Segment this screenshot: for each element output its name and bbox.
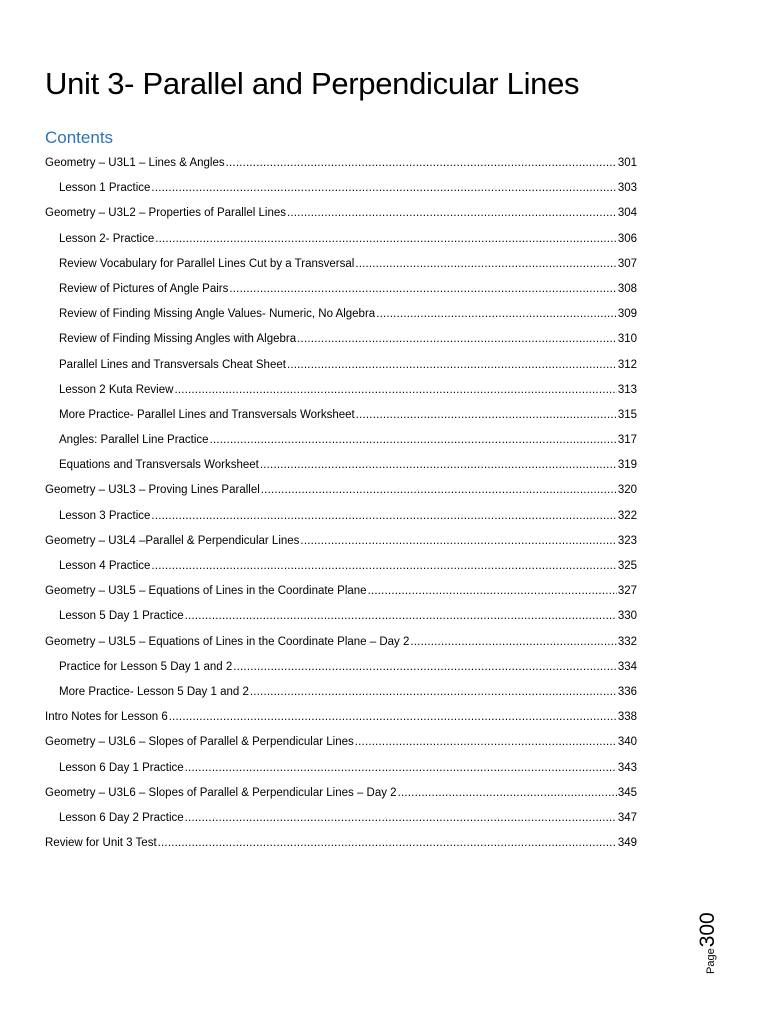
document-title: Unit 3- Parallel and Perpendicular Lines	[45, 66, 580, 101]
toc-dot-leader	[151, 179, 616, 197]
page-footer	[696, 912, 768, 974]
toc-entry-label[interactable]: Review of Finding Missing Angles with Algebra	[59, 333, 297, 346]
toc-entry[interactable]	[45, 481, 637, 506]
page-number: 300	[696, 912, 719, 948]
toc-entry-page[interactable]: 340	[617, 736, 637, 749]
toc-entry-label[interactable]: Geometry – U3L5 – Equations of Lines in the Coordinate Plane – Day 2	[45, 635, 410, 648]
toc-entry-page[interactable]: 309	[617, 308, 637, 321]
toc-dot-leader	[229, 280, 616, 298]
toc-entry-label[interactable]: Lesson 1 Practice	[59, 182, 151, 195]
toc-entry-label[interactable]: Review for Unit 3 Test	[45, 837, 157, 850]
toc-entry[interactable]	[45, 356, 637, 381]
toc-dot-leader	[355, 733, 617, 751]
page-label: Page	[705, 948, 717, 974]
toc-entry[interactable]	[45, 330, 637, 355]
toc-entry-page[interactable]: 319	[617, 459, 637, 472]
toc-dot-leader	[185, 759, 617, 777]
toc-entry-page[interactable]: 303	[617, 182, 637, 195]
toc-dot-leader	[261, 481, 617, 499]
toc-entry[interactable]	[45, 431, 637, 456]
toc-entry[interactable]	[45, 683, 637, 708]
toc-entry[interactable]	[45, 255, 637, 280]
toc-entry-label[interactable]: More Practice- Parallel Lines and Transversals Worksheet	[59, 408, 355, 421]
toc-entry-page[interactable]: 306	[617, 232, 637, 245]
toc-entry-page[interactable]: 301	[617, 157, 637, 169]
toc-entry[interactable]	[45, 582, 637, 607]
toc-entry[interactable]	[45, 154, 637, 179]
toc-entry-page[interactable]: 327	[617, 585, 637, 598]
toc-dot-leader	[398, 784, 617, 802]
toc-entry[interactable]	[45, 784, 637, 809]
toc-entry-page[interactable]: 323	[617, 534, 637, 547]
toc-dot-leader	[210, 431, 617, 449]
toc-entry-label[interactable]: Lesson 2 Kuta Review	[59, 383, 174, 396]
toc-entry-page[interactable]: 304	[617, 207, 637, 220]
toc-dot-leader	[185, 809, 617, 827]
toc-dot-leader	[158, 834, 617, 852]
toc-entry[interactable]	[45, 406, 637, 431]
toc-entry[interactable]	[45, 633, 637, 658]
toc-dot-leader	[174, 381, 616, 399]
toc-entry[interactable]	[45, 658, 637, 683]
toc-entry-page[interactable]: 315	[617, 408, 637, 421]
toc-entry-label[interactable]: Geometry – U3L5 – Equations of Lines in the Coordinate Plane	[45, 585, 367, 598]
toc-dot-leader	[233, 658, 617, 676]
toc-dot-leader	[410, 633, 616, 651]
toc-entry-label[interactable]: Lesson 3 Practice	[59, 509, 151, 522]
toc-entry-label[interactable]: Lesson 2- Practice	[59, 232, 155, 245]
toc-entry-label[interactable]: Geometry – U3L1 – Lines & Angles	[45, 157, 225, 169]
toc-entry-label[interactable]: Review Vocabulary for Parallel Lines Cut by a Transversal	[59, 257, 355, 270]
toc-entry-page[interactable]: 336	[617, 685, 637, 698]
toc-entry-label[interactable]: Practice for Lesson 5 Day 1 and 2	[59, 660, 233, 673]
toc-entry-page[interactable]: 332	[617, 635, 637, 648]
toc-entry-label[interactable]: Geometry – U3L6 – Slopes of Parallel & Perpendicular Lines – Day 2	[45, 786, 397, 799]
toc-entry[interactable]	[45, 607, 637, 632]
toc-entry-label[interactable]: Geometry – U3L4 –Parallel & Perpendicular Lines	[45, 534, 300, 547]
toc-entry[interactable]	[45, 179, 637, 204]
toc-entry-label[interactable]: Angles: Parallel Line Practice	[59, 434, 209, 447]
toc-entry-page[interactable]: 322	[617, 509, 637, 522]
toc-entry-page[interactable]: 313	[617, 383, 637, 396]
toc-entry[interactable]	[45, 809, 637, 834]
toc-entry-label[interactable]: Parallel Lines and Transversals Cheat Sheet	[59, 358, 286, 371]
toc-dot-leader	[287, 356, 617, 374]
toc-entry[interactable]	[45, 204, 637, 229]
toc-entry-page[interactable]: 338	[617, 711, 637, 724]
toc-dot-leader	[300, 532, 616, 550]
toc-entry[interactable]	[45, 532, 637, 557]
toc-entry[interactable]	[45, 280, 637, 305]
toc-entry-label[interactable]: Equations and Transversals Worksheet	[59, 459, 259, 472]
toc-dot-leader	[226, 154, 617, 172]
toc-dot-leader	[287, 204, 617, 222]
toc-dot-leader	[169, 708, 617, 726]
toc-entry-label[interactable]: Lesson 5 Day 1 Practice	[59, 610, 184, 623]
toc-entry-label[interactable]: Lesson 4 Practice	[59, 560, 151, 572]
toc-entry-page[interactable]: 330	[617, 610, 637, 623]
toc-entry-label[interactable]: More Practice- Lesson 5 Day 1 and 2	[59, 685, 249, 698]
toc-entry-page[interactable]: 310	[617, 333, 637, 346]
toc-entry-page[interactable]: 347	[617, 811, 637, 824]
toc-entry-label[interactable]: Lesson 6 Day 1 Practice	[59, 761, 184, 774]
toc-entry-label[interactable]: Review of Pictures of Angle Pairs	[59, 282, 229, 295]
toc-dot-leader	[185, 607, 617, 625]
toc-entry-label[interactable]: Geometry – U3L3 – Proving Lines Parallel	[45, 484, 260, 497]
toc-entry-page[interactable]: 308	[617, 282, 637, 295]
toc-entry-label[interactable]: Lesson 6 Day 2 Practice	[59, 811, 184, 824]
toc-dot-leader	[355, 255, 617, 273]
toc-entry-page[interactable]: 334	[617, 660, 637, 673]
toc-entry-page[interactable]: 312	[617, 358, 637, 371]
toc-entry[interactable]	[45, 230, 637, 255]
toc-entry[interactable]	[45, 733, 637, 758]
toc-entry[interactable]	[45, 381, 637, 406]
toc-dot-leader	[356, 406, 617, 424]
toc-dot-leader	[151, 557, 616, 575]
toc-dot-leader	[376, 305, 617, 323]
toc-dot-leader	[297, 330, 617, 348]
toc-entry-page[interactable]: 325	[617, 560, 637, 572]
toc-dot-leader	[368, 582, 617, 600]
toc-entry-label[interactable]: Intro Notes for Lesson 6	[45, 711, 168, 724]
toc-entry[interactable]	[45, 708, 637, 733]
toc-entry-label[interactable]: Geometry – U3L2 – Properties of Parallel Lines	[45, 207, 286, 220]
toc-entry-page[interactable]: 320	[617, 484, 637, 497]
toc-entry-page[interactable]: 349	[617, 837, 637, 850]
toc-entry-label[interactable]: Review of Finding Missing Angle Values- Numeric, No Algebra	[59, 308, 376, 321]
table-of-contents	[45, 154, 637, 859]
toc-entry[interactable]	[45, 305, 637, 330]
toc-entry[interactable]	[45, 507, 637, 532]
toc-entry-page[interactable]: 343	[617, 761, 637, 774]
toc-dot-leader	[260, 456, 617, 474]
toc-dot-leader	[250, 683, 617, 701]
toc-entry[interactable]	[45, 456, 637, 481]
toc-entry[interactable]	[45, 759, 637, 784]
toc-entry-page[interactable]: 345	[617, 786, 637, 799]
toc-dot-leader	[155, 230, 617, 248]
toc-entry[interactable]	[45, 834, 637, 859]
toc-entry[interactable]	[45, 557, 637, 582]
toc-entry-label[interactable]: Geometry – U3L6 – Slopes of Parallel & Perpendicular Lines	[45, 736, 354, 749]
toc-entry-page[interactable]: 307	[617, 257, 637, 270]
toc-dot-leader	[151, 507, 616, 525]
toc-entry-page[interactable]: 317	[617, 434, 637, 447]
contents-heading: Contents	[45, 128, 114, 147]
